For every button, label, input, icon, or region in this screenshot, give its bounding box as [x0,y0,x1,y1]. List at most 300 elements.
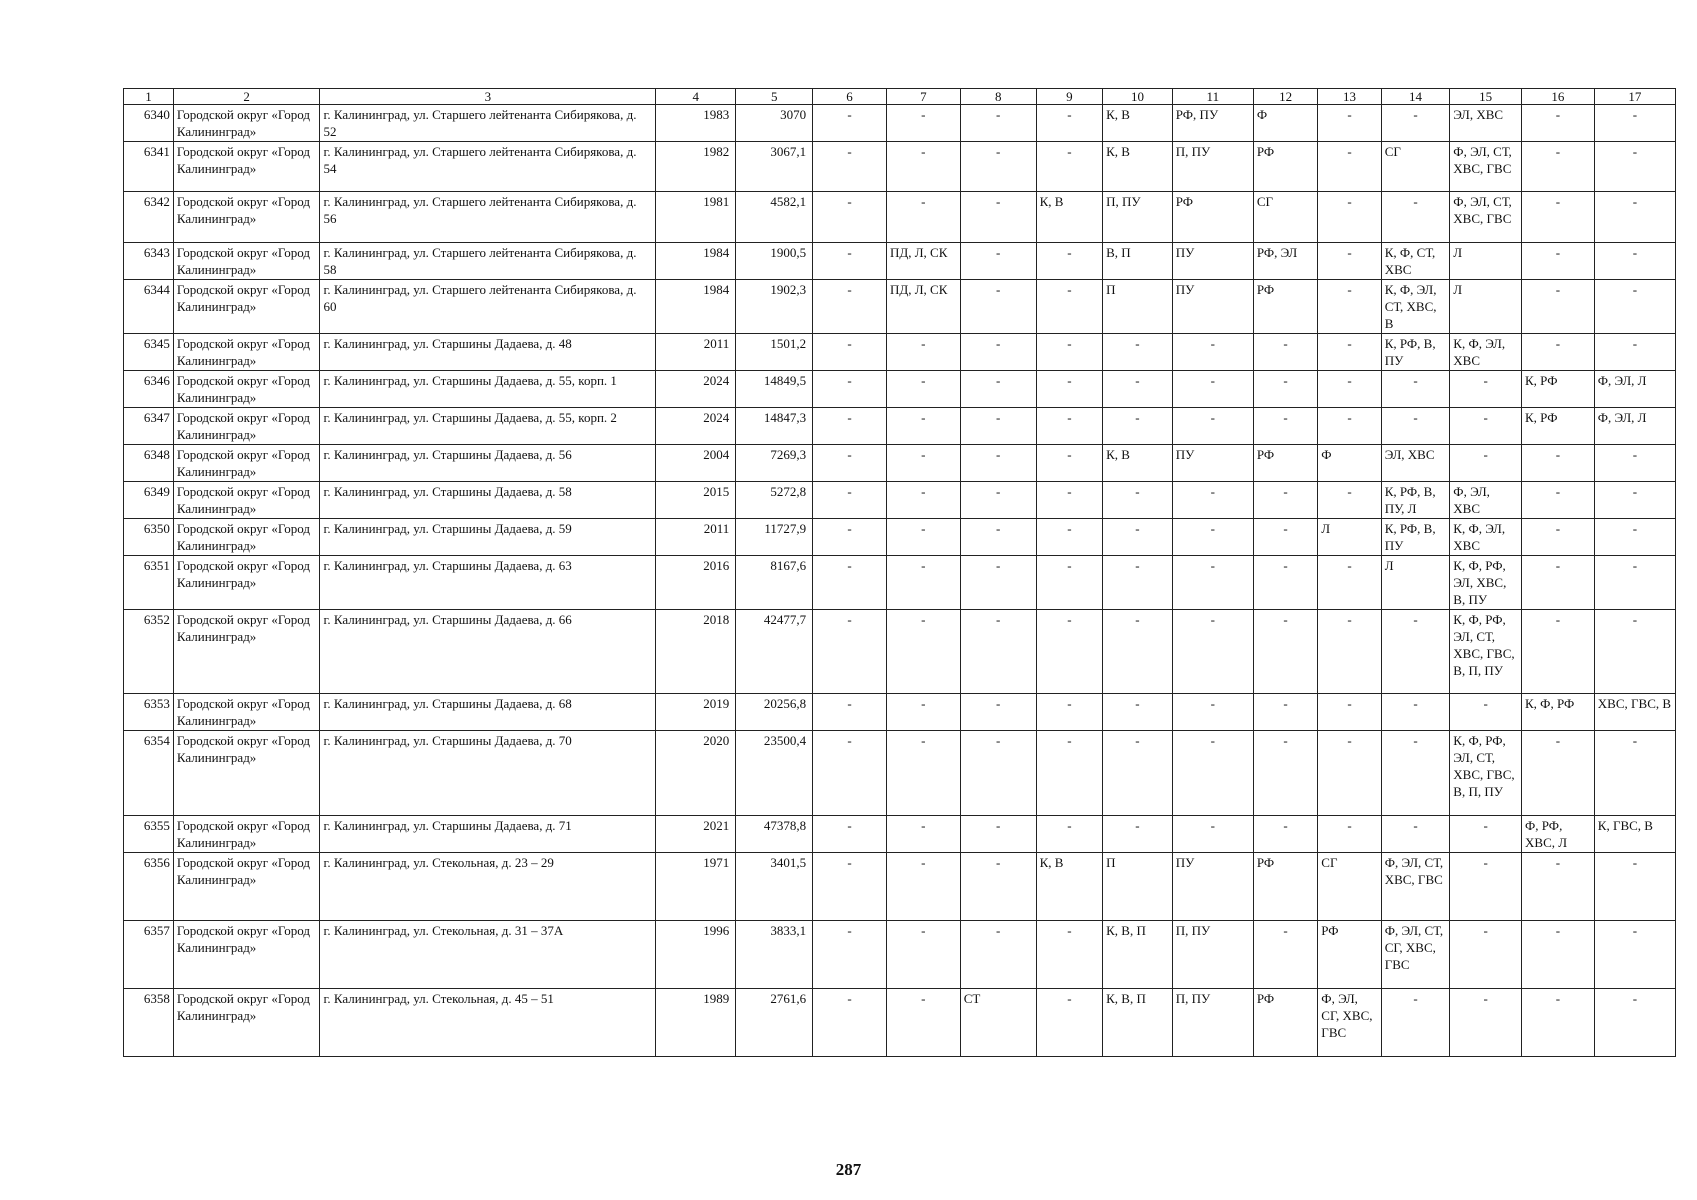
table-cell: ПУ [1172,853,1253,921]
cell-dash: - [847,410,852,425]
table-cell: 2019 [656,694,736,731]
table-cell [1172,334,1253,371]
table-cell [960,482,1036,519]
column-header: 11 [1172,89,1253,105]
table-cell [813,408,887,445]
table-cell: 2020 [656,731,736,816]
cell-dash: - [1347,410,1352,425]
table-cell [1594,610,1675,694]
table-cell: 5272,8 [736,482,813,519]
cell-dash: - [1555,336,1561,351]
table-cell [886,371,960,408]
table-cell [1381,694,1450,731]
table-cell [1522,731,1595,816]
table-cell [1594,243,1675,280]
table-cell [1522,334,1595,371]
column-header: 17 [1594,89,1675,105]
cell-dash: - [1632,558,1638,573]
table-cell: РФ [1253,989,1317,1057]
cell-dash: - [921,410,926,425]
table-cell [1172,519,1253,556]
cell-dash: - [847,696,852,711]
cell-dash: - [1413,696,1418,711]
cell-dash: - [847,923,852,938]
table-cell [1318,610,1381,694]
table-cell [960,816,1036,853]
cell-dash: - [1283,410,1288,425]
table-cell [1522,989,1595,1057]
column-header: 14 [1381,89,1450,105]
cell-dash: - [1067,245,1072,260]
cell-dash: - [1210,696,1215,711]
table-cell: П, ПУ [1103,192,1173,243]
table-cell: г. Калининград, ул. Старшины Дадаева, д. 70 [320,731,656,816]
table-cell: Ф, ЭЛ, ХВС [1450,482,1522,519]
table-cell [1450,816,1522,853]
cell-dash: - [1483,447,1488,462]
cell-dash: - [1632,282,1638,297]
table-cell: г. Калининград, ул. Старшины Дадаева, д. 55, корп. 2 [320,408,656,445]
table-cell: 2016 [656,556,736,610]
table-cell [1594,334,1675,371]
table-cell [1522,519,1595,556]
table-cell [1253,694,1317,731]
table-cell [813,192,887,243]
cell-dash: - [1067,696,1072,711]
table-cell: Городской округ «Город Калининград» [173,694,320,731]
cell-dash: - [1135,612,1140,627]
cell-dash: - [921,923,926,938]
cell-dash: - [1210,373,1215,388]
table-cell [1318,192,1381,243]
table-cell [1450,921,1522,989]
table-cell: г. Калининград, ул. Старшего лейтенанта Сибирякова, д. 56 [320,192,656,243]
cell-dash: - [921,991,926,1006]
table-cell: Городской округ «Город Калининград» [173,408,320,445]
table-cell [1103,556,1173,610]
table-cell [960,556,1036,610]
cell-dash: - [996,923,1001,938]
table-cell [1103,408,1173,445]
table-cell: Городской округ «Город Калининград» [173,192,320,243]
table-cell [1450,445,1522,482]
table-cell [1253,519,1317,556]
cell-dash: - [1347,373,1352,388]
table-cell [960,371,1036,408]
column-header: 4 [656,89,736,105]
table-cell: 23500,4 [736,731,813,816]
cell-dash: - [1135,696,1140,711]
table-cell: 1900,5 [736,243,813,280]
table-cell [1381,371,1450,408]
table-cell [1450,408,1522,445]
table-cell [1594,482,1675,519]
table-cell [1381,408,1450,445]
table-row [124,731,1676,816]
table-cell: Ф, ЭЛ, Л [1594,371,1675,408]
table-cell: 1983 [656,105,736,142]
cell-dash: - [1555,282,1561,297]
table-cell: 6346 [124,371,174,408]
table-cell: Ф, ЭЛ, СТ, СГ, ХВС, ГВС [1381,921,1450,989]
table-cell [1594,731,1675,816]
table-cell [813,334,887,371]
table-cell [1594,105,1675,142]
table-cell [1036,408,1103,445]
column-header: 12 [1253,89,1317,105]
table-cell [1594,280,1675,334]
table-cell: ЭЛ, ХВС [1381,445,1450,482]
cell-dash: - [1413,818,1418,833]
cell-dash: - [996,144,1001,159]
table-cell [1253,610,1317,694]
table-cell [1103,482,1173,519]
table-cell: СГ [1381,142,1450,192]
table-cell [960,445,1036,482]
cell-dash: - [1067,282,1072,297]
table-cell [1103,371,1173,408]
table-cell [1381,192,1450,243]
cell-dash: - [1135,373,1140,388]
table-cell: Ф, ЭЛ, СГ, ХВС, ГВС [1318,989,1381,1057]
cell-dash: - [847,194,852,209]
cell-dash: - [921,696,926,711]
table-cell: К, В [1103,445,1173,482]
cell-dash: - [1067,923,1072,938]
table-cell [1450,853,1522,921]
table-cell [1036,142,1103,192]
table-cell: ХВС, ГВС, В [1594,694,1675,731]
table-cell [1522,556,1595,610]
table-row [124,853,1676,921]
cell-dash: - [847,818,852,833]
table-cell [960,280,1036,334]
cell-dash: - [996,336,1001,351]
table-cell [1450,989,1522,1057]
table-cell [1253,921,1317,989]
cell-dash: - [1555,855,1561,870]
cell-dash: - [1347,245,1352,260]
table-cell: РФ, ЭЛ [1253,243,1317,280]
cell-dash: - [1210,484,1215,499]
table-cell: К, В [1103,142,1173,192]
table-cell: К, Ф, СТ, ХВС [1381,243,1450,280]
table-cell [1594,989,1675,1057]
cell-dash: - [1632,923,1638,938]
cell-dash: - [1632,991,1638,1006]
cell-dash: - [1413,733,1418,748]
table-cell [1036,371,1103,408]
table-cell [886,408,960,445]
cell-dash: - [921,336,926,351]
cell-dash: - [1555,612,1561,627]
table-cell: РФ [1318,921,1381,989]
table-cell: 6352 [124,610,174,694]
table-cell [813,243,887,280]
cell-dash: - [996,696,1001,711]
cell-dash: - [1632,521,1638,536]
cell-dash: - [1483,410,1488,425]
table-cell [813,556,887,610]
cell-dash: - [1483,373,1488,388]
table-cell: РФ [1253,853,1317,921]
cell-dash: - [921,107,926,122]
table-row [124,816,1676,853]
table-row [124,519,1676,556]
table-cell [960,921,1036,989]
table-cell [1103,519,1173,556]
table-cell: СГ [1318,853,1381,921]
table-row [124,280,1676,334]
cell-dash: - [847,484,852,499]
table-cell: Городской округ «Город Калининград» [173,243,320,280]
cell-dash: - [1283,336,1288,351]
cell-dash: - [1347,612,1352,627]
table-cell: К, Ф, ЭЛ, ХВС [1450,334,1522,371]
table-cell: 20256,8 [736,694,813,731]
table-cell [813,105,887,142]
table-cell [1103,694,1173,731]
table-cell: Ф, ЭЛ, СТ, ХВС, ГВС [1450,142,1522,192]
table-cell [1172,731,1253,816]
cell-dash: - [1067,373,1072,388]
table-cell: 6344 [124,280,174,334]
cell-dash: - [1555,484,1561,499]
table-cell [886,482,960,519]
table-cell: Ф, ЭЛ, СТ, ХВС, ГВС [1450,192,1522,243]
table-cell [1594,556,1675,610]
cell-dash: - [1347,194,1352,209]
cell-dash: - [921,144,926,159]
table-cell [886,445,960,482]
table-cell: 4582,1 [736,192,813,243]
table-cell [1318,731,1381,816]
table-cell: РФ [1253,142,1317,192]
cell-dash: - [1347,818,1352,833]
table-cell [886,105,960,142]
cell-dash: - [996,410,1001,425]
table-cell [1253,556,1317,610]
cell-dash: - [996,245,1001,260]
table-cell [813,816,887,853]
cell-dash: - [1483,696,1488,711]
table-cell [886,334,960,371]
table-cell: ЭЛ, ХВС [1450,105,1522,142]
table-cell: 6350 [124,519,174,556]
table-cell: г. Калининград, ул. Старшего лейтенанта Сибирякова, д. 60 [320,280,656,334]
table-cell: Городской округ «Город Калининград» [173,519,320,556]
cell-dash: - [921,558,926,573]
table-cell: ПД, Л, СК [886,280,960,334]
cell-dash: - [1067,521,1072,536]
cell-dash: - [847,245,852,260]
cell-dash: - [1067,107,1072,122]
cell-dash: - [1555,194,1561,209]
table-cell [813,519,887,556]
table-row [124,408,1676,445]
table-cell: 2011 [656,519,736,556]
cell-dash: - [1347,107,1352,122]
table-cell [1036,731,1103,816]
table-cell [1318,408,1381,445]
table-cell [960,694,1036,731]
table-cell [1522,105,1595,142]
table-cell: К, Ф, РФ, ЭЛ, СТ, ХВС, ГВС, В, П, ПУ [1450,610,1522,694]
cell-dash: - [1483,818,1488,833]
cell-dash: - [1555,447,1561,462]
table-cell: г. Калининград, ул. Старшины Дадаева, д. 48 [320,334,656,371]
table-cell: ПУ [1172,445,1253,482]
table-cell: К, РФ [1522,408,1595,445]
cell-dash: - [921,521,926,536]
cell-dash: - [1413,194,1418,209]
table-cell: 6342 [124,192,174,243]
table-cell [886,731,960,816]
table-cell [960,243,1036,280]
column-header: 15 [1450,89,1522,105]
table-cell: РФ [1253,445,1317,482]
table-cell [1036,445,1103,482]
table-cell: П, ПУ [1172,142,1253,192]
table-cell [813,694,887,731]
table-cell [1381,610,1450,694]
table-cell: г. Калининград, ул. Старшего лейтенанта Сибирякова, д. 54 [320,142,656,192]
table-cell: Ф, ЭЛ, Л [1594,408,1675,445]
cell-dash: - [1067,144,1072,159]
table-cell [1172,610,1253,694]
table-cell [1318,694,1381,731]
column-header: 5 [736,89,813,105]
table-cell: К, РФ, В, ПУ, Л [1381,482,1450,519]
table-cell [1036,280,1103,334]
table-cell [1381,105,1450,142]
table-cell: Городской округ «Город Калининград» [173,445,320,482]
table-cell [886,816,960,853]
cell-dash: - [847,107,852,122]
table-cell: СГ [1253,192,1317,243]
table-cell: г. Калининград, ул. Старшины Дадаева, д. 63 [320,556,656,610]
cell-dash: - [847,558,852,573]
table-header [124,89,1676,105]
table-row [124,445,1676,482]
table-cell: К, В [1036,192,1103,243]
cell-dash: - [1347,484,1352,499]
table-cell: Ф [1253,105,1317,142]
table-cell: ПУ [1172,280,1253,334]
table-cell [886,853,960,921]
table-cell: П [1103,280,1173,334]
table-cell [1522,853,1595,921]
table-cell: 14847,3 [736,408,813,445]
table-cell [1318,371,1381,408]
table-cell: 1984 [656,243,736,280]
cell-dash: - [1632,612,1638,627]
cell-dash: - [847,991,852,1006]
table-cell [886,556,960,610]
cell-dash: - [921,484,926,499]
cell-dash: - [1555,245,1561,260]
table-cell [886,694,960,731]
table-cell: 14849,5 [736,371,813,408]
table-cell: 6341 [124,142,174,192]
table-cell: г. Калининград, ул. Старшины Дадаева, д. 66 [320,610,656,694]
table-cell: Городской округ «Город Калининград» [173,105,320,142]
table-cell [1036,243,1103,280]
table-cell: Л [1450,243,1522,280]
table-cell [1036,816,1103,853]
table-cell: Ф, ЭЛ, СТ, ХВС, ГВС [1381,853,1450,921]
table-cell: Л [1450,280,1522,334]
cell-dash: - [847,282,852,297]
cell-dash: - [1283,733,1288,748]
table-cell: П [1103,853,1173,921]
table-cell: ПУ [1172,243,1253,280]
table-cell: К, Ф, ЭЛ, СТ, ХВС, В [1381,280,1450,334]
cell-dash: - [1067,558,1072,573]
table-cell: г. Калининград, ул. Стекольная, д. 45 – 51 [320,989,656,1057]
table-cell [813,853,887,921]
table-cell: П, ПУ [1172,921,1253,989]
cell-dash: - [1413,107,1418,122]
table-cell: 1981 [656,192,736,243]
table-cell: 6348 [124,445,174,482]
column-header: 7 [886,89,960,105]
cell-dash: - [1135,410,1140,425]
table-cell: г. Калининград, ул. Старшины Дадаева, д. 68 [320,694,656,731]
cell-dash: - [847,521,852,536]
table-cell: 7269,3 [736,445,813,482]
cell-dash: - [996,612,1001,627]
table-cell [1522,192,1595,243]
cell-dash: - [1347,733,1352,748]
table-cell: В, П [1103,243,1173,280]
cell-dash: - [1483,855,1488,870]
table-cell [960,853,1036,921]
table-cell: Городской округ «Город Калининград» [173,816,320,853]
table-cell: РФ [1172,192,1253,243]
table-cell [960,610,1036,694]
cell-dash: - [1283,484,1288,499]
table-cell [1103,816,1173,853]
cell-dash: - [847,733,852,748]
cell-dash: - [1135,558,1140,573]
table-cell: г. Калининград, ул. Старшины Дадаева, д. 58 [320,482,656,519]
cell-dash: - [1135,733,1140,748]
cell-dash: - [1283,696,1288,711]
cell-dash: - [847,336,852,351]
table-cell: 2011 [656,334,736,371]
table-cell [960,142,1036,192]
cell-dash: - [996,855,1001,870]
table-cell [886,519,960,556]
table-cell: г. Калининград, ул. Старшины Дадаева, д. 59 [320,519,656,556]
cell-dash: - [1283,558,1288,573]
cell-dash: - [1135,818,1140,833]
table-cell: 6343 [124,243,174,280]
table-cell [1036,334,1103,371]
table-row [124,142,1676,192]
table-cell: 47378,8 [736,816,813,853]
table-cell: К, В, П [1103,989,1173,1057]
column-header: 3 [320,89,656,105]
table-row [124,243,1676,280]
table-cell [1318,482,1381,519]
table-cell: 6347 [124,408,174,445]
table-cell: г. Калининград, ул. Старшины Дадаева, д. 55, корп. 1 [320,371,656,408]
cell-dash: - [1632,144,1638,159]
cell-dash: - [1210,733,1215,748]
table-cell: г. Калининград, ул. Старшины Дадаева, д. 56 [320,445,656,482]
